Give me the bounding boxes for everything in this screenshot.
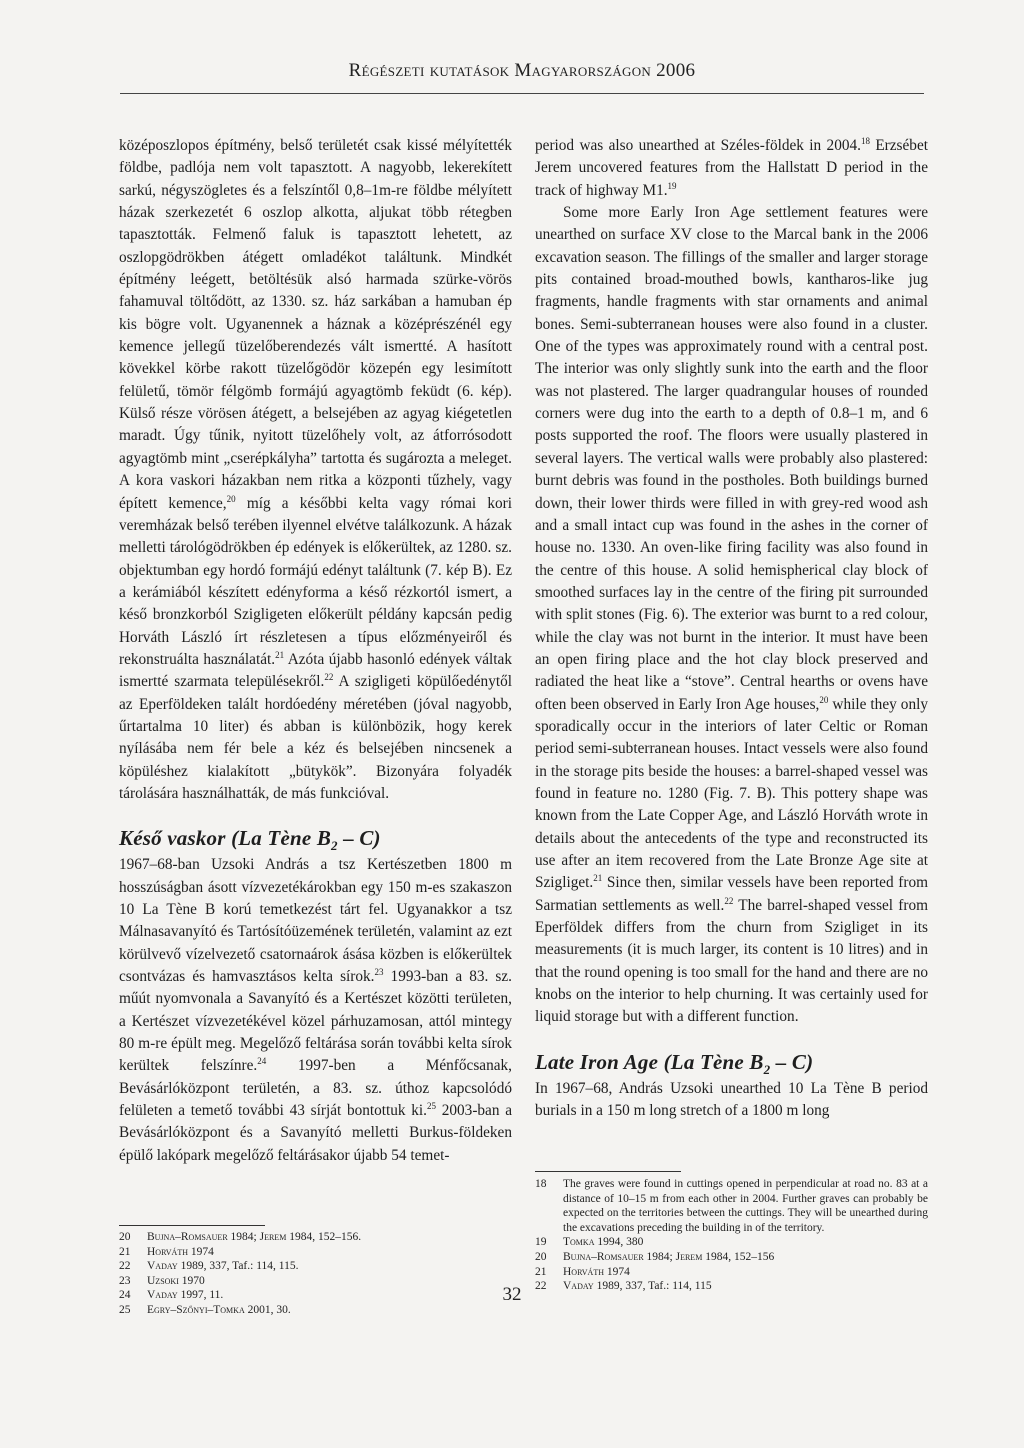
footnote-ref: 21 — [275, 649, 285, 660]
citation: The graves were found in cuttings opened in perpendicular at road no. 83 at a distance of 10–15 m from each other in 2004. Further graves can probably be expected on the territories between the cuttings. They will be unearthed during the excavations preceding the building in of the territory. — [563, 1178, 928, 1234]
citation: 1984; — [227, 1231, 260, 1243]
footnote-number: 21 — [119, 1245, 131, 1258]
footnote-number: 19 — [535, 1236, 547, 1249]
footnote-text — [147, 1230, 512, 1245]
left-paragraph-1 — [119, 135, 512, 805]
footnote — [535, 1250, 928, 1265]
header-rule — [120, 93, 924, 94]
footnote-text — [147, 1245, 512, 1260]
text-run: A szigligeti köpülőedénytől az Eperföldeken talált hordóedény méretében (jóval nagyobb, űrtartalma 10 liter) és abban is különbözik, hogy kerek nyílásába nem fér bele a kéz és belsejében nincsenek a köpüléshez kialakított „bütykök”. Bizonyára folyadék tárolására használhatták, de más funkcióval. — [119, 673, 512, 802]
heading-text: Késő vaskor (La Tène B — [119, 826, 332, 851]
citation: 1994, 380 — [594, 1236, 644, 1249]
text-run: The barrel-shaped vessel from Eperföldek differs from the churn from Szigliget in its measurements (it is much larger, its content is 10 litres) and in that the round opening is too small for the hand and there are no knobs on the interior to help churning. It was certainly used for liquid storage but with a different function. — [535, 896, 928, 1026]
author: Vaday — [147, 1260, 178, 1273]
footnote-ref: 23 — [374, 967, 384, 978]
author: Uzsoki — [147, 1274, 179, 1287]
author: Bujna–Romsauer — [147, 1231, 228, 1243]
author: Horváth — [563, 1265, 604, 1278]
text-run: Since then, similar vessels have been reported from Sarmatian settlements as well. — [535, 874, 928, 914]
footnote-number: 24 — [119, 1289, 131, 1302]
right-footnotes — [535, 1177, 928, 1294]
footnote-text — [147, 1259, 512, 1274]
footnote-ref: 20 — [819, 694, 829, 705]
footnote-ref: 24 — [257, 1056, 267, 1067]
footnote-number: 20 — [119, 1231, 131, 1243]
footnote-number: 20 — [535, 1250, 547, 1263]
footnote — [535, 1177, 928, 1235]
left-paragraph-2 — [119, 854, 512, 1167]
citation: 1997, 11. — [177, 1289, 224, 1302]
heading-subscript: 2 — [763, 1061, 771, 1077]
left-column — [119, 135, 512, 1167]
heading-text: – C) — [337, 826, 381, 851]
author: Egry–Szőnyi–Tomka — [147, 1303, 245, 1316]
citation: 2001, 30. — [244, 1303, 291, 1316]
footnote-ref: 18 — [860, 136, 870, 146]
author: Tomka — [563, 1236, 595, 1249]
text-run: 2003-ban a Bevásárlóközpont és a Savanyító melletti Burkus-földeken épülő lakópark megelőző feltárásakor újabb 54 temet- — [119, 1102, 512, 1164]
footnote-text — [563, 1265, 928, 1280]
footnote-number: 18 — [535, 1178, 547, 1190]
page-number: 32 — [502, 1284, 522, 1305]
author: Jerem — [675, 1250, 703, 1263]
footnote-text — [563, 1235, 928, 1250]
footnote-number: 22 — [119, 1260, 131, 1273]
running-head: Régészeti kutatások Magyarországon 2006 — [348, 60, 696, 81]
footnote-ref: 25 — [427, 1101, 437, 1112]
footnote-ref: 22 — [324, 672, 334, 683]
author: Vaday — [563, 1280, 594, 1293]
footnote-number: 22 — [535, 1280, 547, 1293]
citation: 1974 — [604, 1265, 630, 1278]
citation: 1989, 337, Taf.: 114, 115. — [177, 1260, 299, 1273]
footnote-text — [563, 1250, 928, 1265]
right-paragraph-3: In 1967–68, András Uzsoki unearthed 10 La Tène B period burials in a 150 m long stretch of a 1800 m long — [535, 1079, 928, 1120]
author: Vaday — [147, 1289, 178, 1302]
footnote-number: 21 — [535, 1265, 547, 1278]
citation: 1989, 337, Taf.: 114, 115 — [593, 1280, 712, 1293]
footnote — [535, 1235, 928, 1250]
footnote — [119, 1259, 512, 1274]
footnote-number: 23 — [119, 1274, 131, 1287]
author: Horváth — [147, 1245, 188, 1258]
footnote-ref: 22 — [724, 895, 734, 906]
heading-subscript: 2 — [331, 838, 338, 854]
heading-text: – C) — [770, 1049, 814, 1074]
footnote-rule-right — [535, 1171, 681, 1172]
footnote-ref: 21 — [593, 873, 603, 884]
text-run: period was also unearthed at Széles-földek in 2004. — [535, 137, 861, 154]
footnote-number: 25 — [119, 1303, 131, 1316]
text-run: Some more Early Iron Age settlement features were unearthed on surface XV close to the Marcal bank in the 2006 excavation season. The fillings of the smaller and larger storage pits contained broad-mouthed bowls, kantharos-like jug fragments, handle fragments with star ornaments and animal bones. Semi-subterranean houses were also found in a cluster. One of the types was approximately round with a central post. The interior was only slightly sunk into the earth and the floor was not plastered. The larger quadrangular houses of rounded corners were dug into the earth to a depth of 0.8–1 m, and 6 posts supported the roof. The floors were usually plastered in several layers. The vertical walls were probably also plastered: burnt debris was found in the postholes. Both buildings burned down, their lower thirds were filled in with grey-red wood ash and a small intact cup was found in the ashes in the corner of house no. 1330. An oven-like firing facility was also found in the centre of this house. A solid hemispherical clay block of smoothed surfaces lay in the centre of the firing pit surrounded with split stones (Fig. 6). The exterior was burnt to a red colour, while the clay was not burnt in the interior. It must have been an open firing place and the hot clay block preserved and radiated the heat like a “stove”. Central hearths or ovens have often been observed in Early Iron Age houses, — [535, 204, 928, 713]
right-paragraph-2 — [535, 202, 928, 1029]
text-run: míg a későbbi kelta vagy római kori veremházak belső terében ilyennel elvétve találkozunk. A házak melletti tárológödrökben ép edények is előkerültek, az 1280. sz. objektumban egy hordó formájú edényt találtunk (7. kép B). Ez a kerámiából készített edényforma a késő rézkortól ismert, a késő bronzkorból Szigligeten előkerült példány kapcsán pedig Horváth László írt részletesen a típus előzményeiről és rekonstruálta használatát. — [119, 494, 512, 668]
footnote — [119, 1230, 512, 1245]
author: Bujna–Romsauer — [563, 1250, 644, 1263]
text-run: 1997-ben a Ménfőcsanak, Bevásárlóközpont területén, a 83. sz. úthoz kapcsolódó felületen a temető további 43 sírját bontottuk ki. — [119, 1057, 512, 1120]
footnote-rule-left — [119, 1225, 265, 1226]
footnote-ref: 20 — [226, 493, 236, 504]
right-paragraph-1 — [535, 135, 928, 202]
citation: 1970 — [178, 1274, 205, 1287]
right-column — [535, 135, 928, 1122]
citation: 1984, 152–156. — [286, 1231, 362, 1243]
text-run: Azóta újabb hasonló edények váltak ismertté szarmata településekről. — [119, 650, 512, 691]
text-run: Erzsébet Jerem uncovered features from the Hallstatt D period in the track of highway M1. — [535, 137, 928, 199]
footnote-text — [563, 1177, 928, 1235]
footnote — [535, 1265, 928, 1280]
author: Jerem — [259, 1231, 287, 1243]
heading-text: Late Iron Age (La Tène B — [535, 1049, 764, 1074]
text-run: középoszlopos építmény, belső területét csak kissé mélyítették földbe, padlója nem volt tapasztott. A nagyobb, lekerekített sarkú, négyszögletes és a felszíntől 0,8–1m-re földbe mélyített házak szerkezetét 6 oszlop alkotta, aljukat több rétegben tapasztották. Felmenő faluk is tapasztott lehetett, az oszlopgödrökben átégett omladékot találtunk. Mindkét építmény leégett, betöltésük alsó harmada szürke-vörös fahamuval töltődött, az 1330. sz. ház sarkában a hamuban ép kis bögre volt. Ugyanennek a háznak a középrészénél egy kemence jellegű tüzelőberendezés vált ismertté. A hasított kövekkel körbe rakott tüzelőgödör közepén egy lesimított felületű, tömör félgömb formájú agyagtömb feküdt (6. kép). Külső része vörösen átégett, a belsejében az agyag kiégetetlen maradt. Úgy tűnik, nyitott tüzelőhely volt, az átforrósodott agyagtömb mint „cserépkályha” tartotta és sugározta a meleget. A kora vaskori házakban nem ritka a központi tűzhely, vagy épített kemence, — [119, 137, 512, 512]
text-run: 1993-ban a 83. sz. műút nyomvonala a Savanyító és a Kertészet közötti területen, a Kertészet vízvezetékével közel párhuzamosan, attól mintegy 80 m-re épült meg. Megelőző feltárása során további kelta sírok kerültek felszínre. — [119, 968, 512, 1075]
citation: 1974 — [188, 1245, 214, 1258]
footnote — [119, 1245, 512, 1260]
citation: 1984; — [643, 1250, 676, 1263]
citation: 1984, 152–156 — [702, 1250, 775, 1263]
footnote-ref: 19 — [667, 180, 677, 191]
text-run: 1967–68-ban Uzsoki András a tsz Kertészetben 1800 m hosszúságban ásott vízvezetékárokban egy 150 m-es szakaszon 10 La Tène B korú temetkezést tárt fel. Ugyanakkor a tsz Málnasavanyító és Tartósítóüzemének területén, valamint az ezt körülvevő vízelvezető csatornaárok ásása közben is előkerültek csontvázas és hamvasztásos kelta sírok. — [119, 856, 512, 986]
section-heading — [119, 826, 512, 854]
text-run: while they only sporadically occur in the interiors of later Celtic or Roman period semi-subterranean houses. Intact vessels were also found in the storage pits beside the houses: a barrel-shaped vessel was found in feature no. 1280 (Fig. 7. B). This pottery shape was known from the Late Copper Age, and László Horváth wrote in details about the antecedents of the type and reconstructed its use after an item recovered from the Late Bronze Age site at Szigliget. — [535, 695, 928, 892]
section-heading — [535, 1049, 928, 1077]
